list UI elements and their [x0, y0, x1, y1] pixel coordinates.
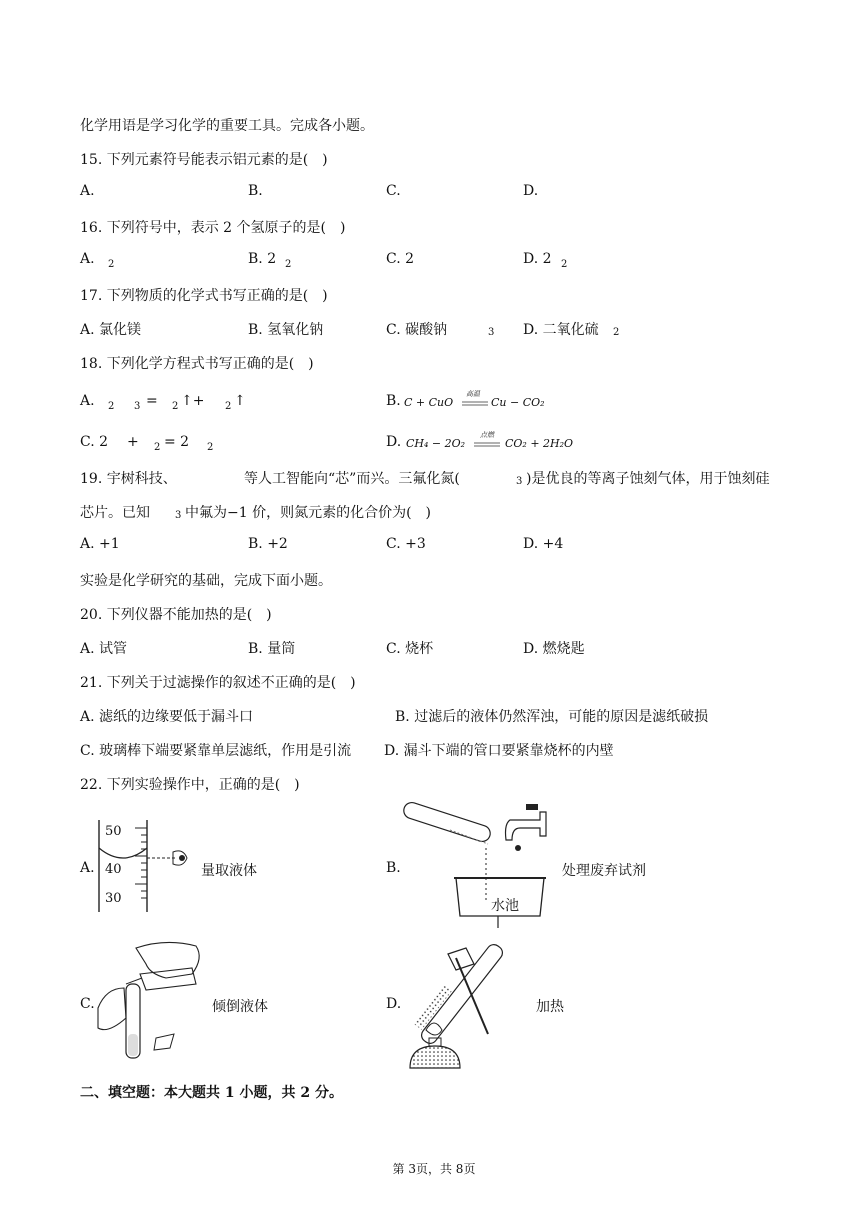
question-19-option-d: D. +4: [523, 536, 564, 552]
subscript: 2: [285, 259, 292, 270]
subscript: 3: [175, 510, 182, 521]
question-19-line1-b: 等人工智能向“芯”而兴。三氟化氮(: [244, 471, 460, 487]
pouring-liquid-figure: [96, 938, 216, 1072]
subscript: 2: [613, 327, 620, 338]
intro-experiment: 实验是化学研究的基础，完成下面小题。: [80, 573, 332, 589]
question-16-option-b: B. 2: [248, 251, 277, 267]
question-21-option-d: D. 漏斗下端的管口要紧靠烧杯的内壁: [384, 743, 614, 759]
question-19-line1-c: )是优良的等离子蚀刻气体，用于蚀刻硅: [526, 471, 770, 487]
question-19-line1-a: 19. 宇树科技、: [80, 471, 177, 487]
question-21-option-a: A. 滤纸的边缘要低于漏斗口: [80, 709, 254, 725]
question-16-option-d: D. 2: [523, 251, 552, 267]
equation-b-reactants: C + CuO: [404, 396, 454, 409]
subscript: 2: [154, 442, 161, 453]
question-18-option-d: D.: [386, 434, 402, 450]
equation-d-arrow: [474, 442, 500, 448]
question-22-option-b: B.: [386, 860, 401, 876]
subscript: 3: [488, 327, 495, 338]
equation-b-arrow: [462, 401, 488, 407]
question-22-option-d-caption: 加热: [536, 999, 564, 1015]
question-22-option-d: D.: [386, 996, 402, 1012]
page-footer: 第 3页，共 8页: [392, 1162, 476, 1176]
question-19-option-a: A. +1: [80, 536, 120, 552]
subscript: 2: [108, 259, 115, 270]
question-18-option-c: C. 2: [80, 434, 109, 450]
question-19-option-c: C. +3: [386, 536, 426, 552]
question-22-option-a-caption: 量取液体: [201, 863, 257, 879]
equation-d-condition: 点燃: [480, 431, 494, 439]
question-21-option-b: B. 过滤后的液体仍然浑浊，可能的原因是滤纸破损: [395, 709, 709, 725]
question-15-stem: 15. 下列元素符号能表示铝元素的是( ): [80, 152, 328, 168]
tick-label-30: 30: [105, 891, 122, 906]
equals-sign: =: [146, 393, 158, 409]
equation-d-products: CO₂ + 2H₂O: [505, 437, 574, 450]
question-16-stem: 16. 下列符号中，表示 2 个氢原子的是( ): [80, 220, 346, 236]
sink-label: 水池: [491, 898, 519, 914]
question-16-option-a: A.: [80, 251, 95, 267]
question-22-stem: 22. 下列实验操作中，正确的是( ): [80, 777, 300, 793]
plus-sign: +: [127, 434, 139, 450]
question-17-stem: 17. 下列物质的化学式书写正确的是( ): [80, 288, 328, 304]
question-19-line2-a: 芯片。已知: [80, 505, 150, 521]
question-18-option-a: A.: [80, 393, 95, 409]
question-15-option-b: B.: [248, 183, 263, 199]
question-22-option-b-caption: 处理废弃试剂: [562, 863, 646, 879]
gas-arrow-plus: ↑+: [181, 393, 205, 409]
question-16-option-c: C. 2: [386, 251, 415, 267]
question-19-option-b: B. +2: [248, 536, 288, 552]
intro-chemical-language: 化学用语是学习化学的重要工具。完成各小题。: [80, 118, 374, 134]
question-21-option-c: C. 玻璃棒下端要紧靠单层滤纸，作用是引流: [80, 743, 352, 759]
question-20-option-a: A. 试管: [80, 641, 128, 657]
subscript: 2: [207, 442, 214, 453]
subscript: 3: [516, 476, 523, 487]
question-15-option-d: D.: [523, 183, 539, 199]
question-18-option-b: B.: [386, 393, 401, 409]
question-20-option-b: B. 量筒: [248, 641, 296, 657]
section-2-heading: 二、填空题：本大题共 1 小题，共 2 分。: [80, 1085, 343, 1101]
equation-b-condition: 高温: [466, 390, 480, 398]
question-22-option-c-caption: 倾倒液体: [212, 999, 268, 1015]
question-20-option-d: D. 燃烧匙: [523, 641, 585, 657]
subscript: 2: [561, 259, 568, 270]
subscript: 2: [225, 401, 232, 412]
question-19-line2-b: 中氟为−1 价，则氮元素的化合价为( ): [185, 505, 432, 521]
question-15-option-c: C.: [386, 183, 401, 199]
question-20-stem: 20. 下列仪器不能加热的是( ): [80, 607, 272, 623]
question-17-option-d: D. 二氧化硫: [523, 322, 599, 338]
question-18-stem: 18. 下列化学方程式书写正确的是( ): [80, 356, 314, 372]
equals-sign: = 2: [164, 434, 190, 450]
question-21-stem: 21. 下列关于过滤操作的叙述不正确的是( ): [80, 675, 356, 691]
gas-arrow: ↑: [234, 393, 246, 409]
subscript: 2: [172, 401, 179, 412]
tick-label-40: 40: [105, 862, 122, 877]
equation-b-products: Cu − CO₂: [491, 396, 545, 409]
heating-test-tube-figure: [396, 934, 536, 1074]
question-22-option-c: C.: [80, 996, 95, 1012]
question-15-option-a: A.: [80, 183, 95, 199]
question-17-option-c: C. 碳酸钠: [386, 322, 448, 338]
question-17-option-a: A. 氯化镁: [80, 322, 142, 338]
question-17-option-b: B. 氢氧化钠: [248, 322, 324, 338]
sink-disposal-figure: [400, 800, 570, 930]
subscript: 3: [134, 401, 141, 412]
subscript: 2: [108, 401, 115, 412]
tick-label-50: 50: [105, 824, 122, 839]
equation-d-reactants: CH₄ − 2O₂: [406, 437, 466, 450]
question-22-option-a: A.: [80, 860, 95, 876]
question-20-option-c: C. 烧杯: [386, 641, 434, 657]
